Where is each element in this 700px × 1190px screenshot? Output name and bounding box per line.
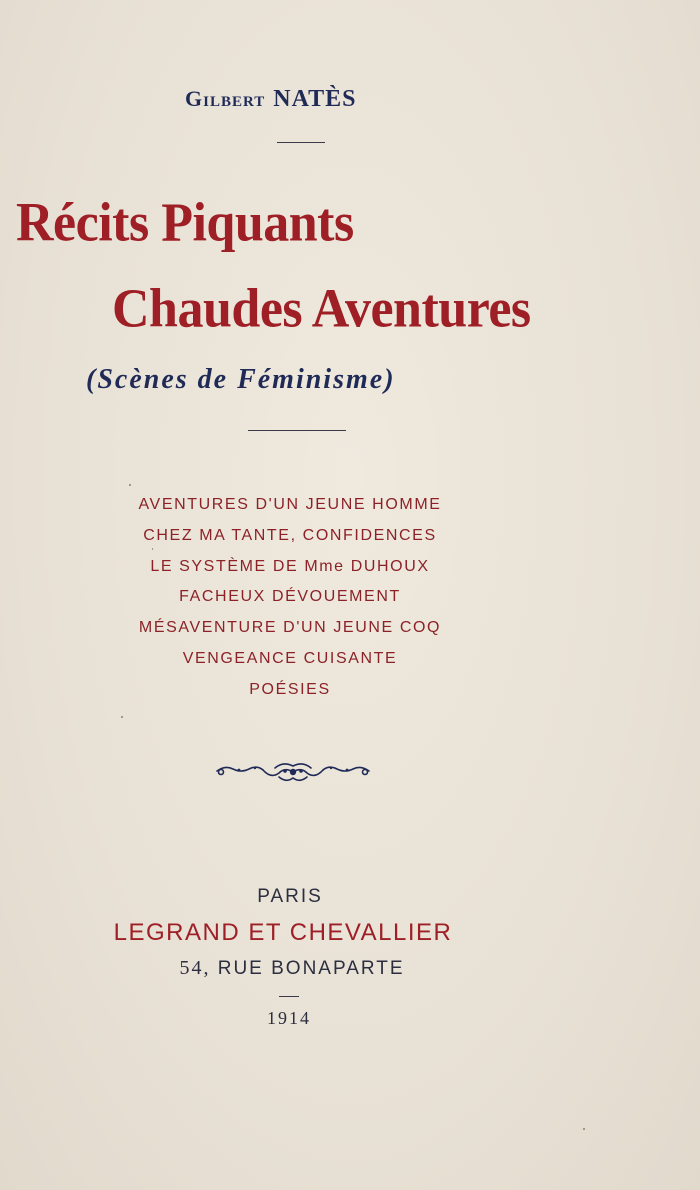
- contents-item: MÉSAVENTURE D'UN JEUNE COQ: [138, 619, 442, 637]
- author-name: [185, 86, 357, 113]
- address-street: RUE BONAPARTE: [217, 958, 405, 979]
- year-rule: [279, 996, 299, 997]
- paper-speck: [583, 1128, 585, 1130]
- subtitle-rule: [248, 430, 346, 431]
- fleuron-ornament-icon: [213, 757, 373, 792]
- author-last-name: NATÈS: [273, 86, 357, 112]
- publisher-address: [0, 957, 584, 980]
- contents-item: POÉSIES: [249, 680, 331, 698]
- title-line-2: Chaudes Aventures: [112, 279, 531, 339]
- paper-speck: [152, 548, 153, 550]
- contents-item: VENGEANCE CUISANTE: [182, 649, 398, 667]
- paper-speck: [121, 716, 123, 718]
- contents-item: AVENTURES D'UN JEUNE HOMME: [138, 496, 442, 513]
- contents-item: CHEZ MA TANTE, CONFIDENCES: [143, 526, 437, 544]
- contents-item: FACHEUX DÉVOUEMENT: [179, 588, 401, 606]
- imprint-city: PARIS: [257, 886, 323, 907]
- contents-list: [0, 490, 580, 706]
- publication-year: 1914: [267, 1008, 311, 1028]
- author-rule: [277, 142, 325, 143]
- contents-item: LE SYSTÈME DE Mme DUHOUX: [150, 557, 430, 575]
- author-first-name: Gilbert: [185, 86, 266, 111]
- subtitle: (Scènes de Féminisme): [86, 364, 396, 395]
- title-line-1: Récits Piquants: [16, 193, 354, 253]
- paper-speck: [129, 484, 131, 486]
- address-number: 54,: [179, 957, 211, 979]
- publisher-name: LEGRAND ET CHEVALLIER: [113, 919, 453, 946]
